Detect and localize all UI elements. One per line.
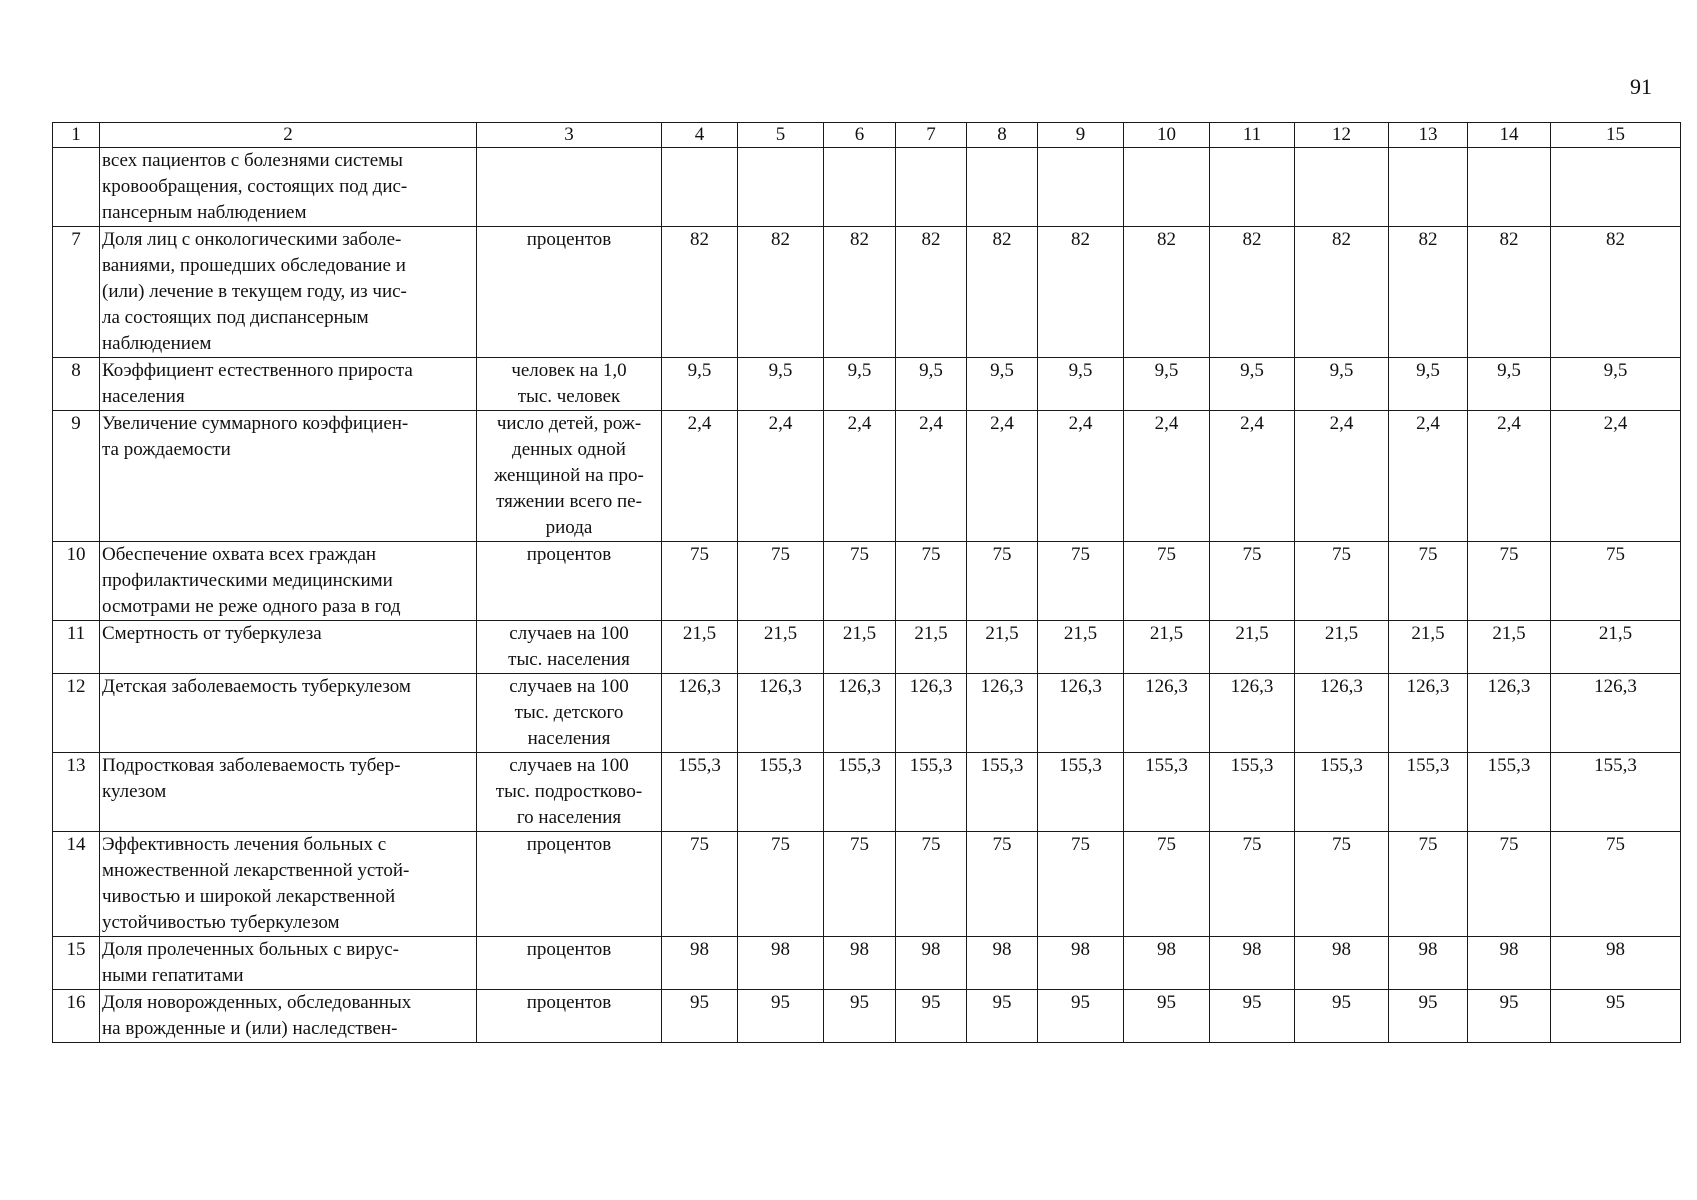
unit-of-measure [477,674,662,753]
indicator-name-line: Подростковая заболеваемость тубер- [102,755,401,776]
value-cell: 9,5 [662,358,738,411]
indicator-name-line: Обеспечение охвата всех граждан [102,544,377,565]
table-row [53,832,1681,937]
value-cell: 82 [1551,227,1681,358]
unit-line: населения [527,728,611,749]
indicator-name-line: Увеличение суммарного коэффициен- [102,413,409,434]
row-number: 11 [53,621,100,674]
value-cell: 2,4 [1210,411,1295,542]
unit-line: случаев на 100 [509,676,629,697]
indicator-name [100,753,477,832]
value-cell: 126,3 [967,674,1038,753]
column-header: 3 [477,123,662,148]
value-cell [1124,148,1210,227]
unit-line: женщиной на про- [494,465,644,486]
indicator-name-line: Доля лиц с онкологическими заболе- [102,229,402,250]
indicator-name-line: осмотрами не реже одного раза в год [102,596,401,617]
value-cell: 82 [1038,227,1124,358]
unit-line: тыс. подростково- [495,781,643,802]
value-cell: 9,5 [1038,358,1124,411]
value-cell: 95 [662,990,738,1043]
indicator-name [100,542,477,621]
unit-of-measure [477,358,662,411]
column-header: 11 [1210,123,1295,148]
value-cell: 75 [738,542,824,621]
value-cell: 155,3 [1468,753,1551,832]
value-cell: 2,4 [1124,411,1210,542]
value-cell: 9,5 [967,358,1038,411]
value-cell: 126,3 [1124,674,1210,753]
value-cell: 82 [1468,227,1551,358]
value-cell: 75 [1389,832,1468,937]
value-cell: 98 [1389,937,1468,990]
column-header: 15 [1551,123,1681,148]
value-cell: 155,3 [1389,753,1468,832]
value-cell: 75 [1038,832,1124,937]
indicator-name-line: Эффективность лечения больных с [102,834,387,855]
unit-line: го населения [516,807,622,828]
value-cell: 98 [967,937,1038,990]
column-header: 5 [738,123,824,148]
row-number: 16 [53,990,100,1043]
indicator-name-line: (или) лечение в текущем году, из чис- [102,281,407,302]
value-cell: 126,3 [1551,674,1681,753]
unit-of-measure [477,990,662,1043]
value-cell: 98 [1210,937,1295,990]
value-cell: 82 [896,227,967,358]
value-cell: 126,3 [1295,674,1389,753]
value-cell: 2,4 [1038,411,1124,542]
unit-of-measure [477,542,662,621]
unit-of-measure [477,937,662,990]
indicator-name [100,358,477,411]
unit-line: число детей, рож- [496,413,642,434]
unit-of-measure [477,753,662,832]
value-cell: 21,5 [896,621,967,674]
value-cell [738,148,824,227]
value-cell: 21,5 [1038,621,1124,674]
column-header: 8 [967,123,1038,148]
value-cell: 75 [1038,542,1124,621]
column-header: 1 [53,123,100,148]
value-cell: 75 [824,832,896,937]
value-cell: 75 [1210,542,1295,621]
value-cell: 75 [1295,542,1389,621]
value-cell: 75 [738,832,824,937]
value-cell: 82 [1210,227,1295,358]
column-header: 12 [1295,123,1389,148]
value-cell: 75 [967,832,1038,937]
value-cell [967,148,1038,227]
table-row [53,148,1681,227]
value-cell: 21,5 [1468,621,1551,674]
unit-line: тыс. человек [517,386,621,407]
column-header: 10 [1124,123,1210,148]
value-cell: 75 [1124,832,1210,937]
column-header: 6 [824,123,896,148]
value-cell: 98 [1038,937,1124,990]
indicator-name-line: множественной лекарственной устой- [102,860,410,881]
value-cell: 95 [824,990,896,1043]
indicator-name-line: ваниями, прошедших обследование и [102,255,406,276]
unit-line: случаев на 100 [509,755,629,776]
value-cell: 21,5 [1124,621,1210,674]
value-cell: 9,5 [1389,358,1468,411]
value-cell: 155,3 [967,753,1038,832]
value-cell: 75 [1551,832,1681,937]
value-cell: 95 [1389,990,1468,1043]
value-cell: 9,5 [896,358,967,411]
column-header: 4 [662,123,738,148]
value-cell [1210,148,1295,227]
value-cell [824,148,896,227]
unit-line: процентов [526,544,612,565]
value-cell: 21,5 [824,621,896,674]
value-cell: 75 [662,832,738,937]
column-header: 14 [1468,123,1551,148]
value-cell: 155,3 [738,753,824,832]
value-cell: 2,4 [1468,411,1551,542]
value-cell: 155,3 [1551,753,1681,832]
value-cell: 126,3 [824,674,896,753]
value-cell: 155,3 [824,753,896,832]
value-cell: 98 [1124,937,1210,990]
unit-line: риода [545,517,593,538]
value-cell: 95 [1551,990,1681,1043]
column-header: 7 [896,123,967,148]
value-cell: 155,3 [1124,753,1210,832]
column-header: 9 [1038,123,1124,148]
value-cell: 98 [1295,937,1389,990]
value-cell: 75 [1124,542,1210,621]
indicator-name [100,832,477,937]
table-row [53,621,1681,674]
unit-line: тыс. населения [508,649,630,670]
indicator-name-line: кулезом [102,781,167,802]
indicator-table [52,122,1681,1043]
row-number: 13 [53,753,100,832]
indicator-name-line: кровообращения, состоящих под дис- [102,176,408,197]
value-cell: 126,3 [1468,674,1551,753]
value-cell: 98 [738,937,824,990]
value-cell: 75 [1389,542,1468,621]
value-cell: 21,5 [1551,621,1681,674]
value-cell: 75 [896,542,967,621]
value-cell: 2,4 [824,411,896,542]
value-cell: 155,3 [662,753,738,832]
indicator-name-line: Коэффициент естественного прироста [102,360,413,381]
table-row [53,674,1681,753]
indicator-name-line: та рождаемости [102,439,231,460]
indicator-name-line: устойчивостью туберкулезом [102,912,340,933]
unit-line: денных одной [512,439,626,460]
unit-line: процентов [526,834,612,855]
value-cell: 9,5 [1124,358,1210,411]
table-row [53,411,1681,542]
value-cell: 21,5 [662,621,738,674]
value-cell: 21,5 [1210,621,1295,674]
value-cell: 98 [896,937,967,990]
indicator-name-line: ными гепатитами [102,965,244,986]
value-cell: 155,3 [1210,753,1295,832]
indicator-name-line: чивостью и широкой лекарственной [102,886,396,907]
unit-of-measure [477,227,662,358]
value-cell: 126,3 [1210,674,1295,753]
indicator-name [100,148,477,227]
value-cell: 2,4 [662,411,738,542]
value-cell: 2,4 [896,411,967,542]
indicator-name [100,227,477,358]
row-number [53,148,100,227]
table-row [53,937,1681,990]
value-cell: 82 [1124,227,1210,358]
value-cell [896,148,967,227]
value-cell: 126,3 [896,674,967,753]
unit-line: процентов [526,229,612,250]
unit-line: тяжении всего пе- [496,491,642,512]
indicator-name [100,674,477,753]
value-cell: 126,3 [662,674,738,753]
value-cell [1468,148,1551,227]
value-cell: 75 [967,542,1038,621]
unit-of-measure [477,411,662,542]
value-cell: 2,4 [1389,411,1468,542]
value-cell: 98 [1468,937,1551,990]
row-number: 8 [53,358,100,411]
unit-line: процентов [526,939,612,960]
value-cell: 95 [896,990,967,1043]
value-cell: 21,5 [1295,621,1389,674]
indicator-name-line: населения [102,386,185,407]
row-number: 14 [53,832,100,937]
value-cell: 95 [1124,990,1210,1043]
indicator-name [100,411,477,542]
value-cell: 21,5 [1389,621,1468,674]
unit-line: тыс. детского [514,702,624,723]
value-cell: 98 [662,937,738,990]
value-cell [662,148,738,227]
value-cell: 2,4 [967,411,1038,542]
row-number: 7 [53,227,100,358]
value-cell [1389,148,1468,227]
unit-of-measure [477,621,662,674]
value-cell: 126,3 [1389,674,1468,753]
value-cell: 82 [662,227,738,358]
value-cell: 75 [1468,542,1551,621]
value-cell: 9,5 [824,358,896,411]
page-number: 91 [1630,74,1652,99]
table-row [53,753,1681,832]
row-number: 15 [53,937,100,990]
value-cell: 126,3 [738,674,824,753]
row-number: 10 [53,542,100,621]
value-cell: 9,5 [1295,358,1389,411]
indicator-name [100,621,477,674]
indicator-name-line: Смертность от туберкулеза [102,623,322,644]
unit-of-measure [477,148,662,227]
unit-of-measure [477,832,662,937]
value-cell: 2,4 [1295,411,1389,542]
value-cell: 21,5 [967,621,1038,674]
value-cell: 75 [1210,832,1295,937]
value-cell [1038,148,1124,227]
value-cell [1551,148,1681,227]
unit-line: случаев на 100 [509,623,629,644]
unit-line: процентов [526,992,612,1013]
value-cell: 155,3 [1295,753,1389,832]
value-cell: 95 [738,990,824,1043]
indicator-name-line: на врожденные и (или) наследствен- [102,1018,398,1039]
value-cell: 95 [1468,990,1551,1043]
indicator-name-line: ла состоящих под диспансерным [102,307,369,328]
value-cell: 75 [662,542,738,621]
indicator-name-line: пансерным наблюдением [102,202,307,223]
indicator-name-line: Детская заболеваемость туберкулезом [102,676,411,697]
unit-line: человек на 1,0 [511,360,627,381]
indicator-name-line: Доля пролеченных больных с вирус- [102,939,399,960]
table-row [53,542,1681,621]
value-cell: 9,5 [1468,358,1551,411]
value-cell: 2,4 [1551,411,1681,542]
indicator-name-line: наблюдением [102,333,212,354]
table-row [53,990,1681,1043]
indicator-name-line: Доля новорожденных, обследованных [102,992,412,1013]
value-cell: 126,3 [1038,674,1124,753]
value-cell: 9,5 [738,358,824,411]
value-cell: 75 [824,542,896,621]
value-cell: 2,4 [738,411,824,542]
value-cell: 98 [824,937,896,990]
value-cell: 155,3 [1038,753,1124,832]
value-cell: 75 [1551,542,1681,621]
value-cell: 82 [738,227,824,358]
value-cell [1295,148,1389,227]
value-cell: 95 [967,990,1038,1043]
value-cell: 9,5 [1551,358,1681,411]
column-header: 2 [100,123,477,148]
value-cell: 155,3 [896,753,967,832]
value-cell: 98 [1551,937,1681,990]
value-cell: 95 [1210,990,1295,1043]
indicator-name-line: профилактическими медицинскими [102,570,393,591]
header-row [53,123,1681,148]
table-row [53,227,1681,358]
indicator-name [100,990,477,1043]
value-cell: 82 [967,227,1038,358]
table-row [53,358,1681,411]
value-cell: 75 [1295,832,1389,937]
row-number: 9 [53,411,100,542]
value-cell: 21,5 [738,621,824,674]
value-cell: 82 [824,227,896,358]
value-cell: 75 [1468,832,1551,937]
value-cell: 9,5 [1210,358,1295,411]
value-cell: 82 [1389,227,1468,358]
value-cell: 95 [1295,990,1389,1043]
indicator-name-line: всех пациентов с болезнями системы [102,150,403,171]
value-cell: 75 [896,832,967,937]
row-number: 12 [53,674,100,753]
indicator-name [100,937,477,990]
value-cell: 95 [1038,990,1124,1043]
value-cell: 82 [1295,227,1389,358]
column-header: 13 [1389,123,1468,148]
